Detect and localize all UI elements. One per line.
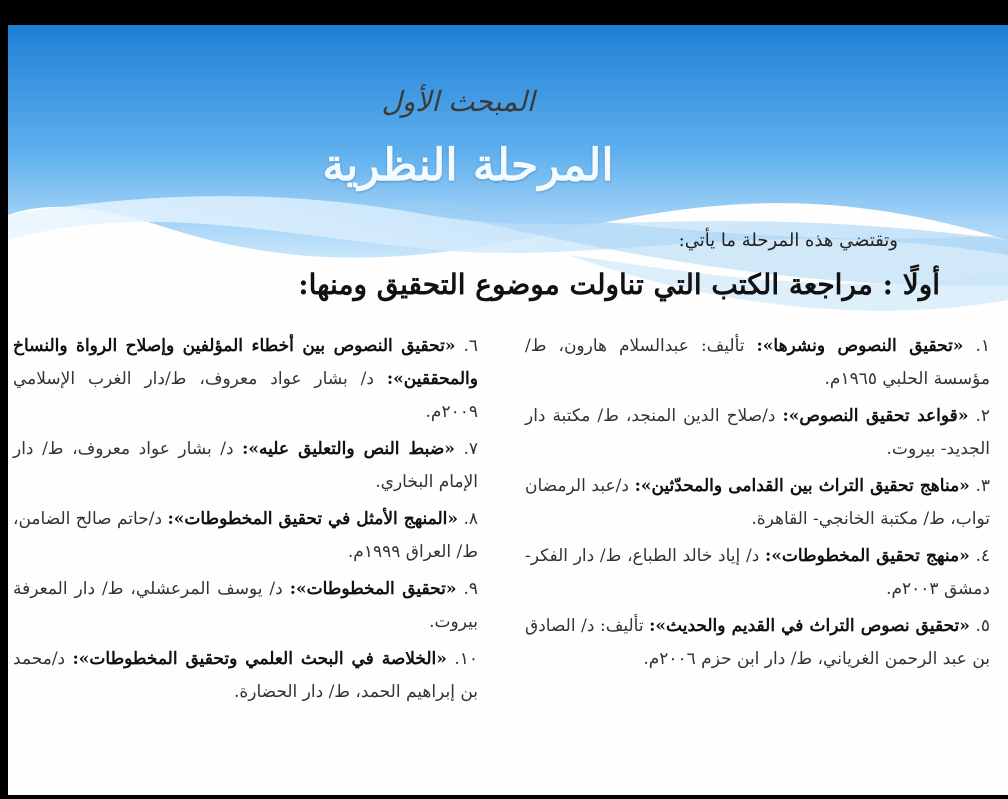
page-title: المرحلة النظرية bbox=[322, 140, 614, 191]
list-item: ٣. «مناهج تحقيق التراث بين القدامى والمحدّثين»: د/عبد الرمضان تواب، ط/ مكتبة الخانجي- القاهرة. bbox=[525, 476, 990, 529]
list-item: ٩. «تحقيق المخطوطات»: د/ يوسف المرعشلي، ط/ دار المعرفة بيروت. bbox=[13, 579, 479, 632]
list-item: ٦. «تحقيق النصوص بين أخطاء المؤلفين وإصلاح الرواة والنساخ والمحققين»: د/ بشار عواد معروف، ط/دار الغرب الإسلامي ٢٠٠٩م. bbox=[13, 336, 478, 422]
list-item: ٤. «منهج تحقيق المخطوطات»: د/ إياد خالد الطباع، ط/ دار الفكر- دمشق ٢٠٠٣م. bbox=[525, 546, 990, 599]
section-heading: أولًا : مراجعة الكتب التي تناولت موضوع التحقيق ومنها: bbox=[298, 268, 940, 301]
list-item: ٥. «تحقيق نصوص التراث في القديم والحديث»: تأليف: د/ الصادق بن عبد الرحمن الغرياني، ط/ دار ابن حزم ٢٠٠٦م. bbox=[525, 616, 991, 669]
list-item: ١٠. «الخلاصة في البحث العلمي وتحقيق المخطوطات»: د/محمد بن إبراهيم الحمد، ط/ دار الحضارة. bbox=[13, 649, 478, 702]
list-item: ١. «تحقيق النصوص ونشرها»: تأليف: عبدالسلام هارون، ط/مؤسسة الحلبي ١٩٦٥م. bbox=[525, 336, 990, 389]
list-item: ٢. «قواعد تحقيق النصوص»: د/صلاح الدين المنجد، ط/ مكتبة دار الجديد- بيروت. bbox=[525, 406, 991, 459]
list-item: ٧. «ضبط النص والتعليق عليه»: د/ بشار عواد معروف، ط/ دار الإمام البخاري. bbox=[13, 439, 479, 492]
list-column-left bbox=[13, 330, 478, 713]
intro-text: وتقتضي هذه المرحلة ما يأتي: bbox=[678, 230, 898, 251]
eyebrow-title: المبحث الأول bbox=[381, 85, 535, 118]
list-column-right bbox=[525, 330, 990, 680]
list-item: ٨. «المنهج الأمثل في تحقيق المخطوطات»: د/حاتم صالح الضامن، ط/ العراق ١٩٩٩م. bbox=[13, 509, 478, 562]
slide bbox=[8, 25, 1008, 795]
